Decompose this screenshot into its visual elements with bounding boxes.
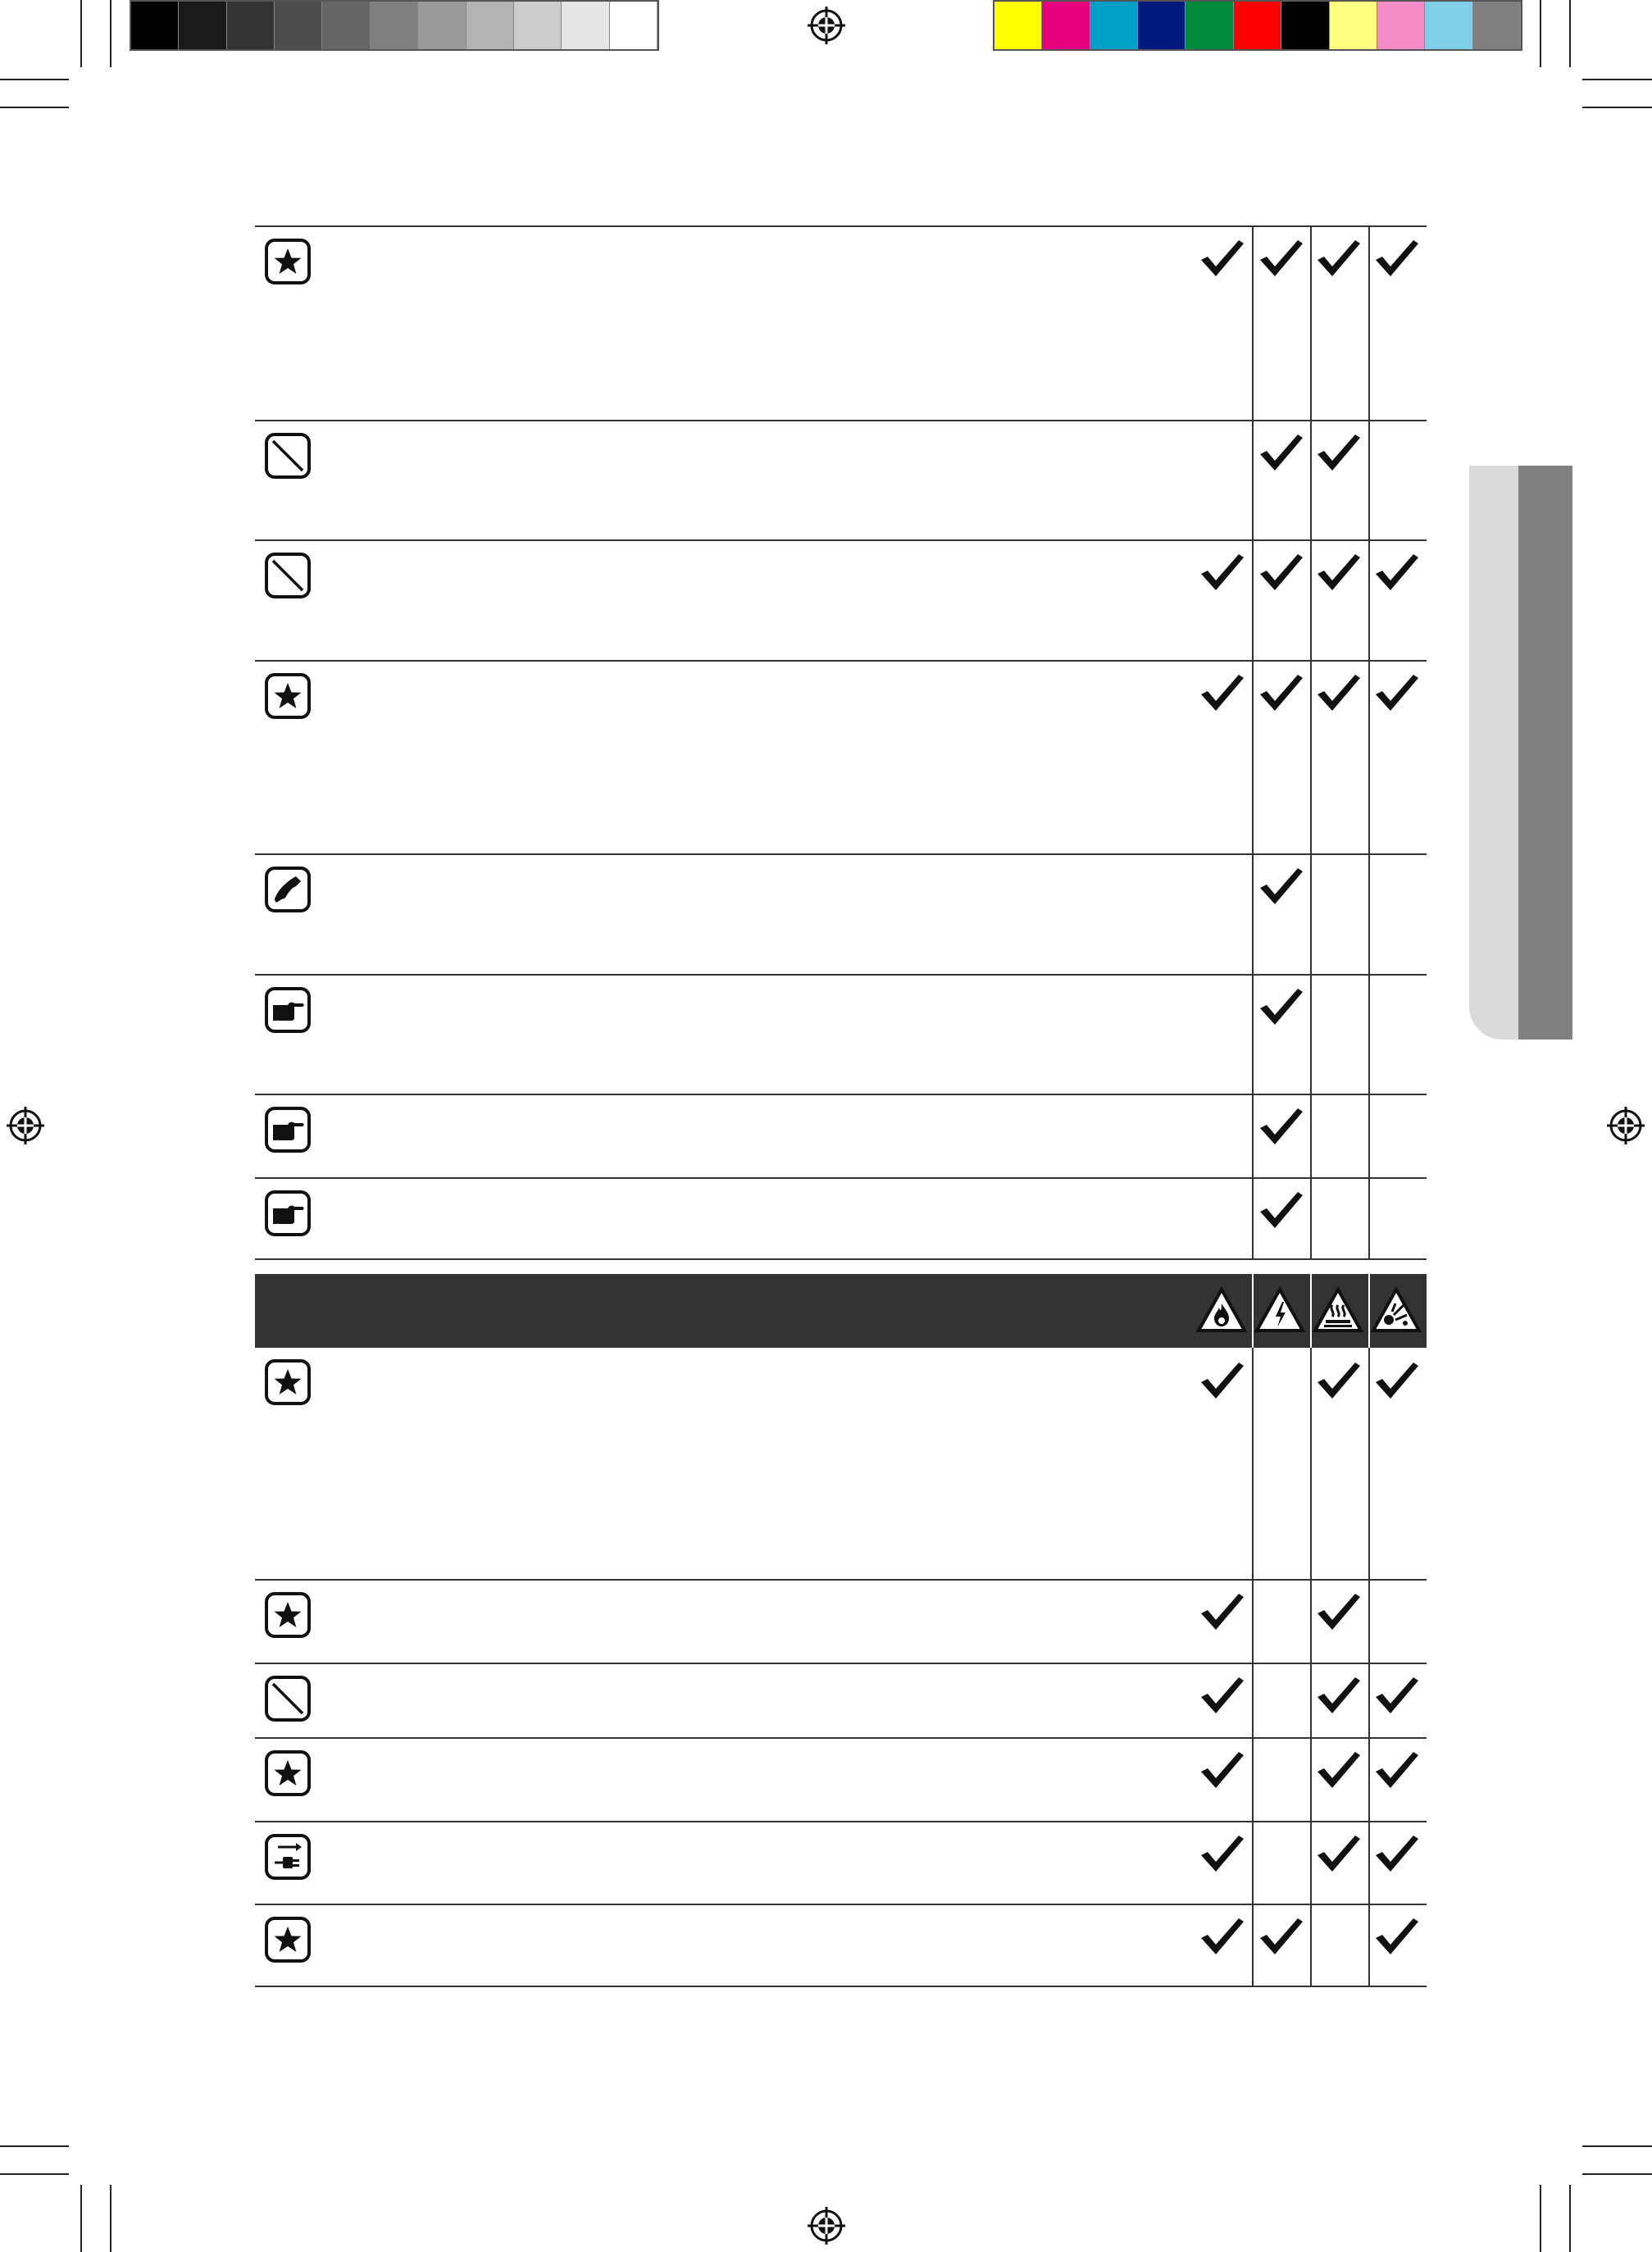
checkmark-icon: [1257, 1189, 1304, 1231]
checkmark-icon: [1372, 1915, 1420, 1958]
checkmark-icon: [1257, 237, 1304, 280]
checkmark-icon: [1198, 237, 1245, 280]
checkmark-icon: [1372, 1674, 1420, 1717]
unplug-icon: [265, 1834, 311, 1880]
column-divider: [1252, 1348, 1254, 1987]
section2-row: [255, 1904, 1427, 1987]
color-swatch: [1473, 2, 1521, 49]
checkmark-icon: [1372, 1749, 1420, 1791]
section1-row: [255, 225, 1427, 420]
electric-warning-icon: [1254, 1287, 1305, 1333]
crop-mark: [1582, 2145, 1652, 2147]
crop-mark: [110, 0, 111, 67]
checkmark-icon: [1198, 1590, 1245, 1633]
crop-mark: [1582, 107, 1652, 108]
checkmark-icon: [1198, 1674, 1245, 1717]
color-swatch: [994, 2, 1042, 49]
gray-swatch: [514, 2, 562, 49]
checkmark-icon: [1198, 1915, 1245, 1958]
crop-mark: [80, 0, 82, 67]
section1-row: [255, 974, 1427, 1094]
column-divider: [1310, 1348, 1312, 1987]
checkmark-icon: [1198, 1832, 1245, 1875]
color-swatch: [1330, 2, 1377, 49]
gray-swatch: [227, 2, 275, 49]
color-swatch: [1090, 2, 1138, 49]
star-icon: [265, 673, 311, 719]
star-icon: [265, 1750, 311, 1796]
star-icon: [265, 1917, 311, 1963]
color-swatch: [1425, 2, 1472, 49]
crop-mark: [1569, 2185, 1571, 2252]
checkmark-icon: [1257, 865, 1304, 908]
star-icon: [265, 1592, 311, 1638]
crop-mark: [0, 2173, 69, 2175]
registration-mark: [7, 1107, 44, 1144]
crop-mark: [80, 2185, 82, 2252]
star-icon: [265, 239, 311, 284]
checkmark-icon: [1257, 1915, 1304, 1958]
checkmark-icon: [1372, 671, 1420, 714]
section1-row: [255, 1177, 1427, 1260]
registration-mark: [808, 2207, 845, 2245]
checkmark-icon: [1257, 985, 1304, 1028]
section1-row: [255, 1094, 1427, 1177]
crop-mark: [1540, 0, 1541, 67]
checkmark-icon: [1257, 1105, 1304, 1148]
color-swatch: [1281, 2, 1329, 49]
prohibited-icon: [265, 1676, 311, 1722]
crop-mark: [1540, 2185, 1541, 2252]
gray-swatch: [371, 2, 418, 49]
header-column-divider: [1310, 1274, 1312, 1348]
column-divider: [1310, 225, 1312, 1260]
pointing-hand-icon: [265, 1107, 311, 1153]
color-swatch: [1234, 2, 1281, 49]
checkmark-icon: [1372, 237, 1420, 280]
checkmark-icon: [1314, 1749, 1362, 1791]
color-swatch: [1186, 2, 1233, 49]
gray-swatch: [418, 2, 466, 49]
checkmark-icon: [1257, 551, 1304, 594]
section2-row: [255, 1663, 1427, 1737]
checkmark-icon: [1314, 431, 1362, 474]
checkmark-icon: [1314, 1590, 1362, 1633]
section1-row: [255, 853, 1427, 974]
gray-swatch: [275, 2, 322, 49]
fire-warning-icon: [1196, 1287, 1247, 1333]
crop-mark: [1582, 79, 1652, 80]
crop-mark: [0, 2145, 69, 2147]
checkmark-icon: [1372, 1832, 1420, 1875]
color-swatch: [1377, 2, 1425, 49]
pointing-hand-icon: [265, 1190, 311, 1236]
checkmark-icon: [1198, 1749, 1245, 1791]
section2-row: [255, 1348, 1427, 1579]
registration-mark: [808, 7, 845, 44]
column-divider: [1368, 1348, 1370, 1987]
crop-mark: [1582, 2173, 1652, 2175]
section1-row: [255, 539, 1427, 660]
header-column-divider: [1252, 1274, 1254, 1348]
color-swatch: [1042, 2, 1090, 49]
checkmark-icon: [1372, 1359, 1420, 1402]
checkmark-icon: [1198, 1359, 1245, 1402]
color-calibration-bar: [993, 0, 1522, 51]
checkmark-icon: [1198, 551, 1245, 594]
registration-mark: [1607, 1107, 1645, 1144]
hot-surface-warning-icon: [1313, 1287, 1363, 1333]
checkmark-icon: [1314, 671, 1362, 714]
section1-row: [255, 420, 1427, 539]
prohibited-icon: [265, 433, 311, 479]
crop-mark: [0, 79, 69, 80]
side-tab-light: [1469, 466, 1518, 1040]
section1-row: [255, 660, 1427, 853]
checkmark-icon: [1372, 551, 1420, 594]
prohibited-icon: [265, 553, 311, 598]
gray-swatch: [562, 2, 609, 49]
gray-swatch: [322, 2, 370, 49]
checkmark-icon: [1257, 431, 1304, 474]
warning-section-header: [255, 1274, 1427, 1348]
star-icon: [265, 1359, 311, 1405]
pointing-hand-icon: [265, 987, 311, 1033]
crop-mark: [110, 2185, 111, 2252]
section2-row: [255, 1737, 1427, 1821]
crop-mark: [1569, 0, 1571, 67]
checkmark-icon: [1314, 551, 1362, 594]
checkmark-icon: [1314, 1674, 1362, 1717]
checkmark-icon: [1314, 1832, 1362, 1875]
grayscale-calibration-bar: [130, 0, 659, 51]
gray-swatch: [466, 2, 514, 49]
checkmark-icon: [1198, 671, 1245, 714]
gray-swatch: [179, 2, 226, 49]
header-column-divider: [1368, 1274, 1370, 1348]
column-divider: [1368, 225, 1370, 1260]
section2-row: [255, 1579, 1427, 1663]
checkmark-icon: [1314, 237, 1362, 280]
phone-icon: [265, 867, 311, 912]
gray-swatch: [610, 2, 658, 49]
explosion-warning-icon: [1371, 1287, 1422, 1333]
checkmark-icon: [1257, 671, 1304, 714]
gray-swatch: [131, 2, 179, 49]
section2-row: [255, 1821, 1427, 1904]
crop-mark: [0, 107, 69, 108]
checkmark-icon: [1314, 1359, 1362, 1402]
side-tab-dark: [1518, 466, 1572, 1040]
column-divider: [1252, 225, 1254, 1260]
color-swatch: [1138, 2, 1186, 49]
